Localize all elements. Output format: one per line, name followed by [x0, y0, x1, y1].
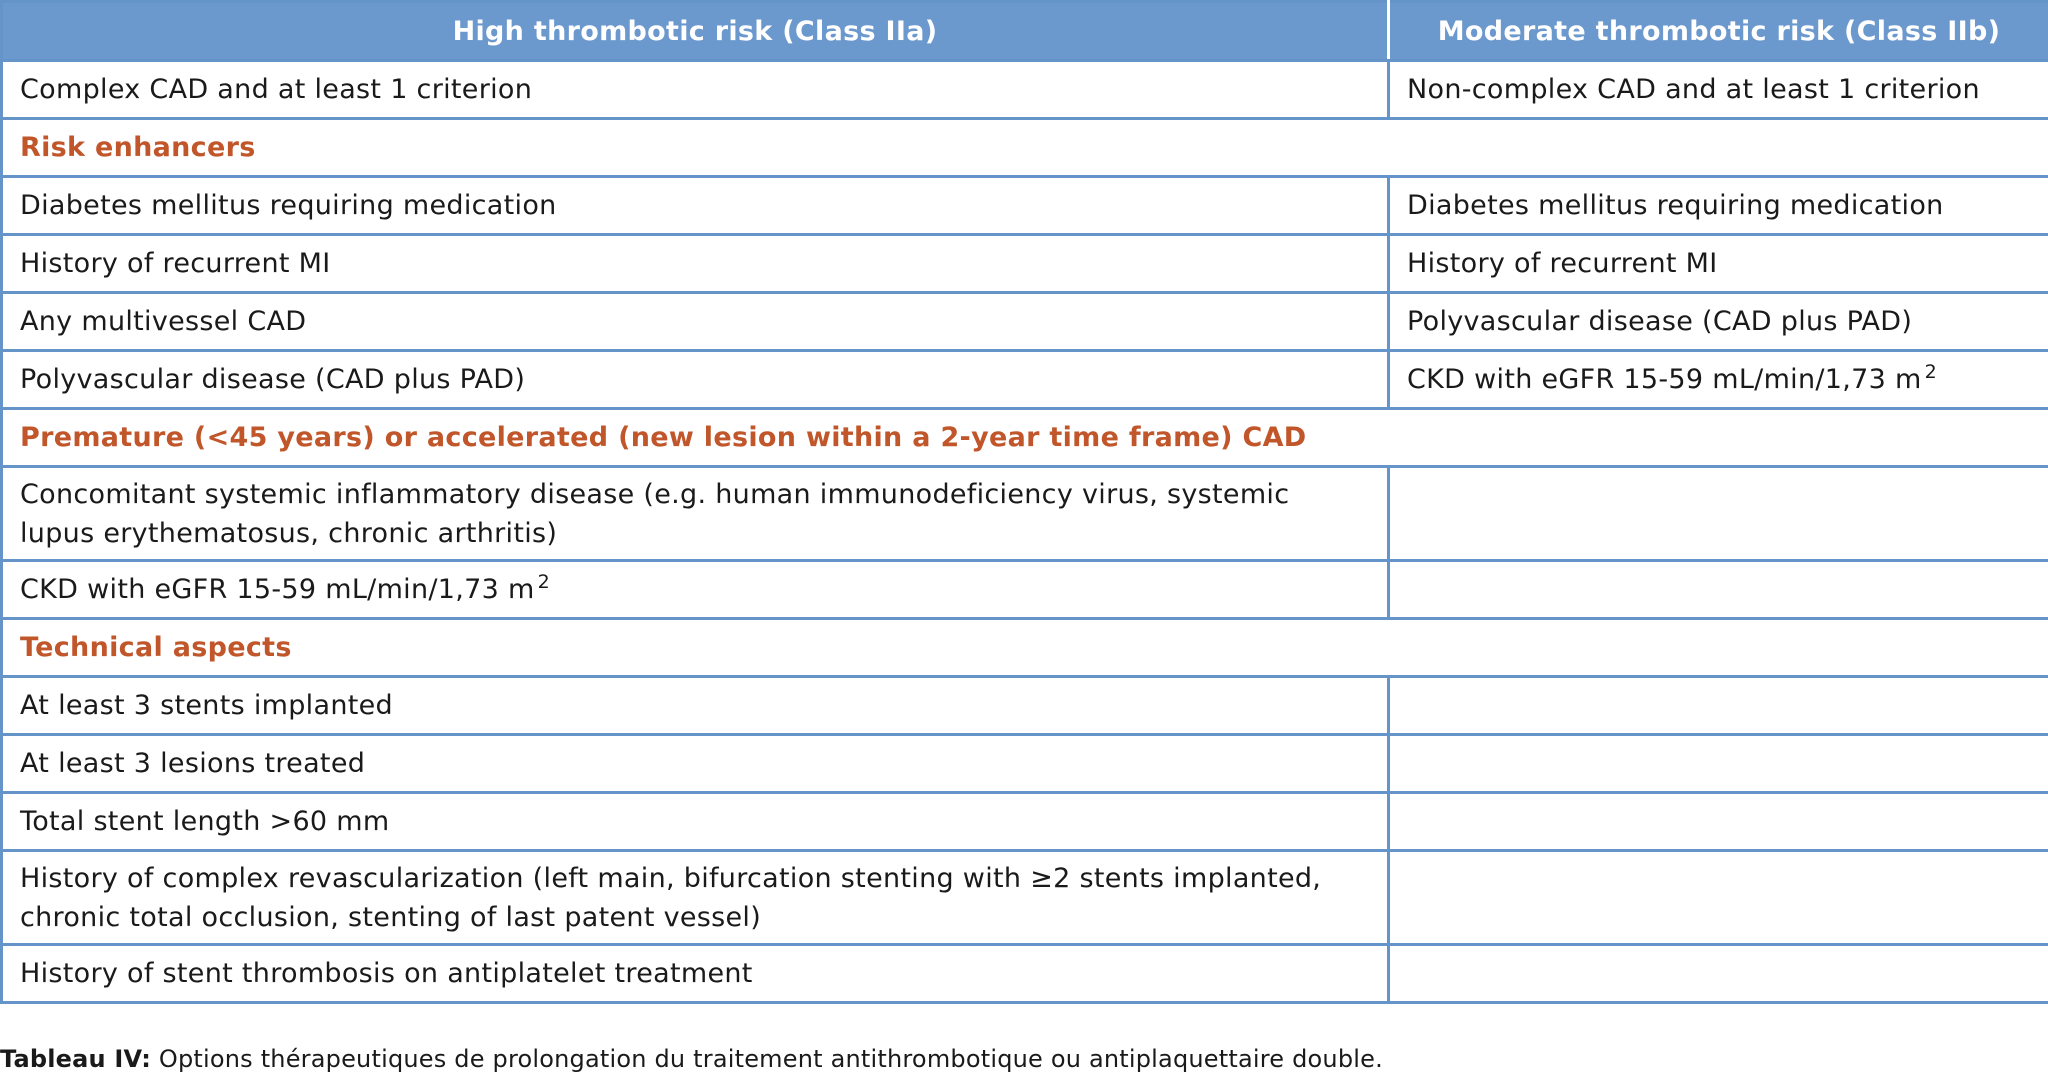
table-row	[2, 561, 2048, 619]
section-heading-premature-cad: Premature (<45 years) or accelerated (new lesion within a 2-year time frame) CAD	[2, 409, 2048, 467]
cell-high: Total stent length >60 mm	[2, 793, 1389, 851]
cell-high	[2, 467, 1389, 561]
cell-high	[2, 851, 1389, 945]
cell-high: Complex CAD and at least 1 criterion	[2, 61, 1389, 119]
cell-moderate-empty	[1389, 735, 2048, 793]
section-heading-risk-enhancers: Risk enhancers	[2, 119, 2048, 177]
caption-text: Options thérapeutiques de prolongation du traitement antithrombotique ou antiplaquettaire double.	[151, 1045, 1383, 1073]
section-heading-technical-aspects: Technical aspects	[2, 619, 2048, 677]
section-row	[2, 119, 2048, 177]
cell-text-line-1: History of complex revascularization (left main, bifurcation stenting with ≥2 stents implanted,	[20, 862, 1322, 894]
caption-label: Tableau IV:	[0, 1045, 152, 1073]
cell-high	[2, 561, 1389, 619]
cell-text: CKD with eGFR 15-59 mL/min/1,73 m	[20, 574, 535, 605]
cell-moderate-empty	[1389, 677, 2048, 735]
cell-moderate-empty	[1389, 851, 2048, 945]
cell-moderate-empty	[1389, 945, 2048, 1003]
table-row	[2, 677, 2048, 735]
table-row	[2, 177, 2048, 235]
cell-text: CKD with eGFR 15-59 mL/min/1,73 m	[1407, 364, 1922, 395]
superscript: 2	[537, 571, 550, 593]
cell-text-line-2: lupus erythematosus, chronic arthritis)	[20, 517, 558, 549]
table-row	[2, 945, 2048, 1003]
superscript: 2	[1924, 361, 1937, 383]
cell-moderate-empty	[1389, 793, 2048, 851]
cell-high: Polyvascular disease (CAD plus PAD)	[2, 351, 1389, 409]
cell-text-line-2: chronic total occlusion, stenting of last patent vessel)	[20, 901, 762, 933]
cell-high: Diabetes mellitus requiring medication	[2, 177, 1389, 235]
table-row	[2, 293, 2048, 351]
cell-moderate-empty	[1389, 467, 2048, 561]
cell-high: Any multivessel CAD	[2, 293, 1389, 351]
header-high-risk: High thrombotic risk (Class IIa)	[2, 2, 1389, 61]
table-row	[2, 467, 2048, 561]
table-row	[2, 61, 2048, 119]
header-moderate-risk: Moderate thrombotic risk (Class IIb)	[1389, 2, 2048, 61]
table-row	[2, 851, 2048, 945]
cell-high: History of recurrent MI	[2, 235, 1389, 293]
cell-text-line-1: Concomitant systemic inflammatory disease (e.g. human immunodeficiency virus, systemic	[20, 478, 1290, 510]
table-row	[2, 351, 2048, 409]
cell-moderate: History of recurrent MI	[1389, 235, 2048, 293]
cell-moderate-empty	[1389, 561, 2048, 619]
cell-high: At least 3 stents implanted	[2, 677, 1389, 735]
cell-high: History of stent thrombosis on antiplatelet treatment	[2, 945, 1389, 1003]
cell-moderate: Polyvascular disease (CAD plus PAD)	[1389, 293, 2048, 351]
cell-moderate: Diabetes mellitus requiring medication	[1389, 177, 2048, 235]
table-row	[2, 735, 2048, 793]
section-row	[2, 409, 2048, 467]
section-row	[2, 619, 2048, 677]
table-row	[2, 235, 2048, 293]
table-row	[2, 793, 2048, 851]
cell-moderate: Non-complex CAD and at least 1 criterion	[1389, 61, 2048, 119]
table-caption	[0, 1044, 1383, 1074]
cell-high: At least 3 lesions treated	[2, 735, 1389, 793]
cell-moderate	[1389, 351, 2048, 409]
table-header-row	[2, 2, 2048, 61]
